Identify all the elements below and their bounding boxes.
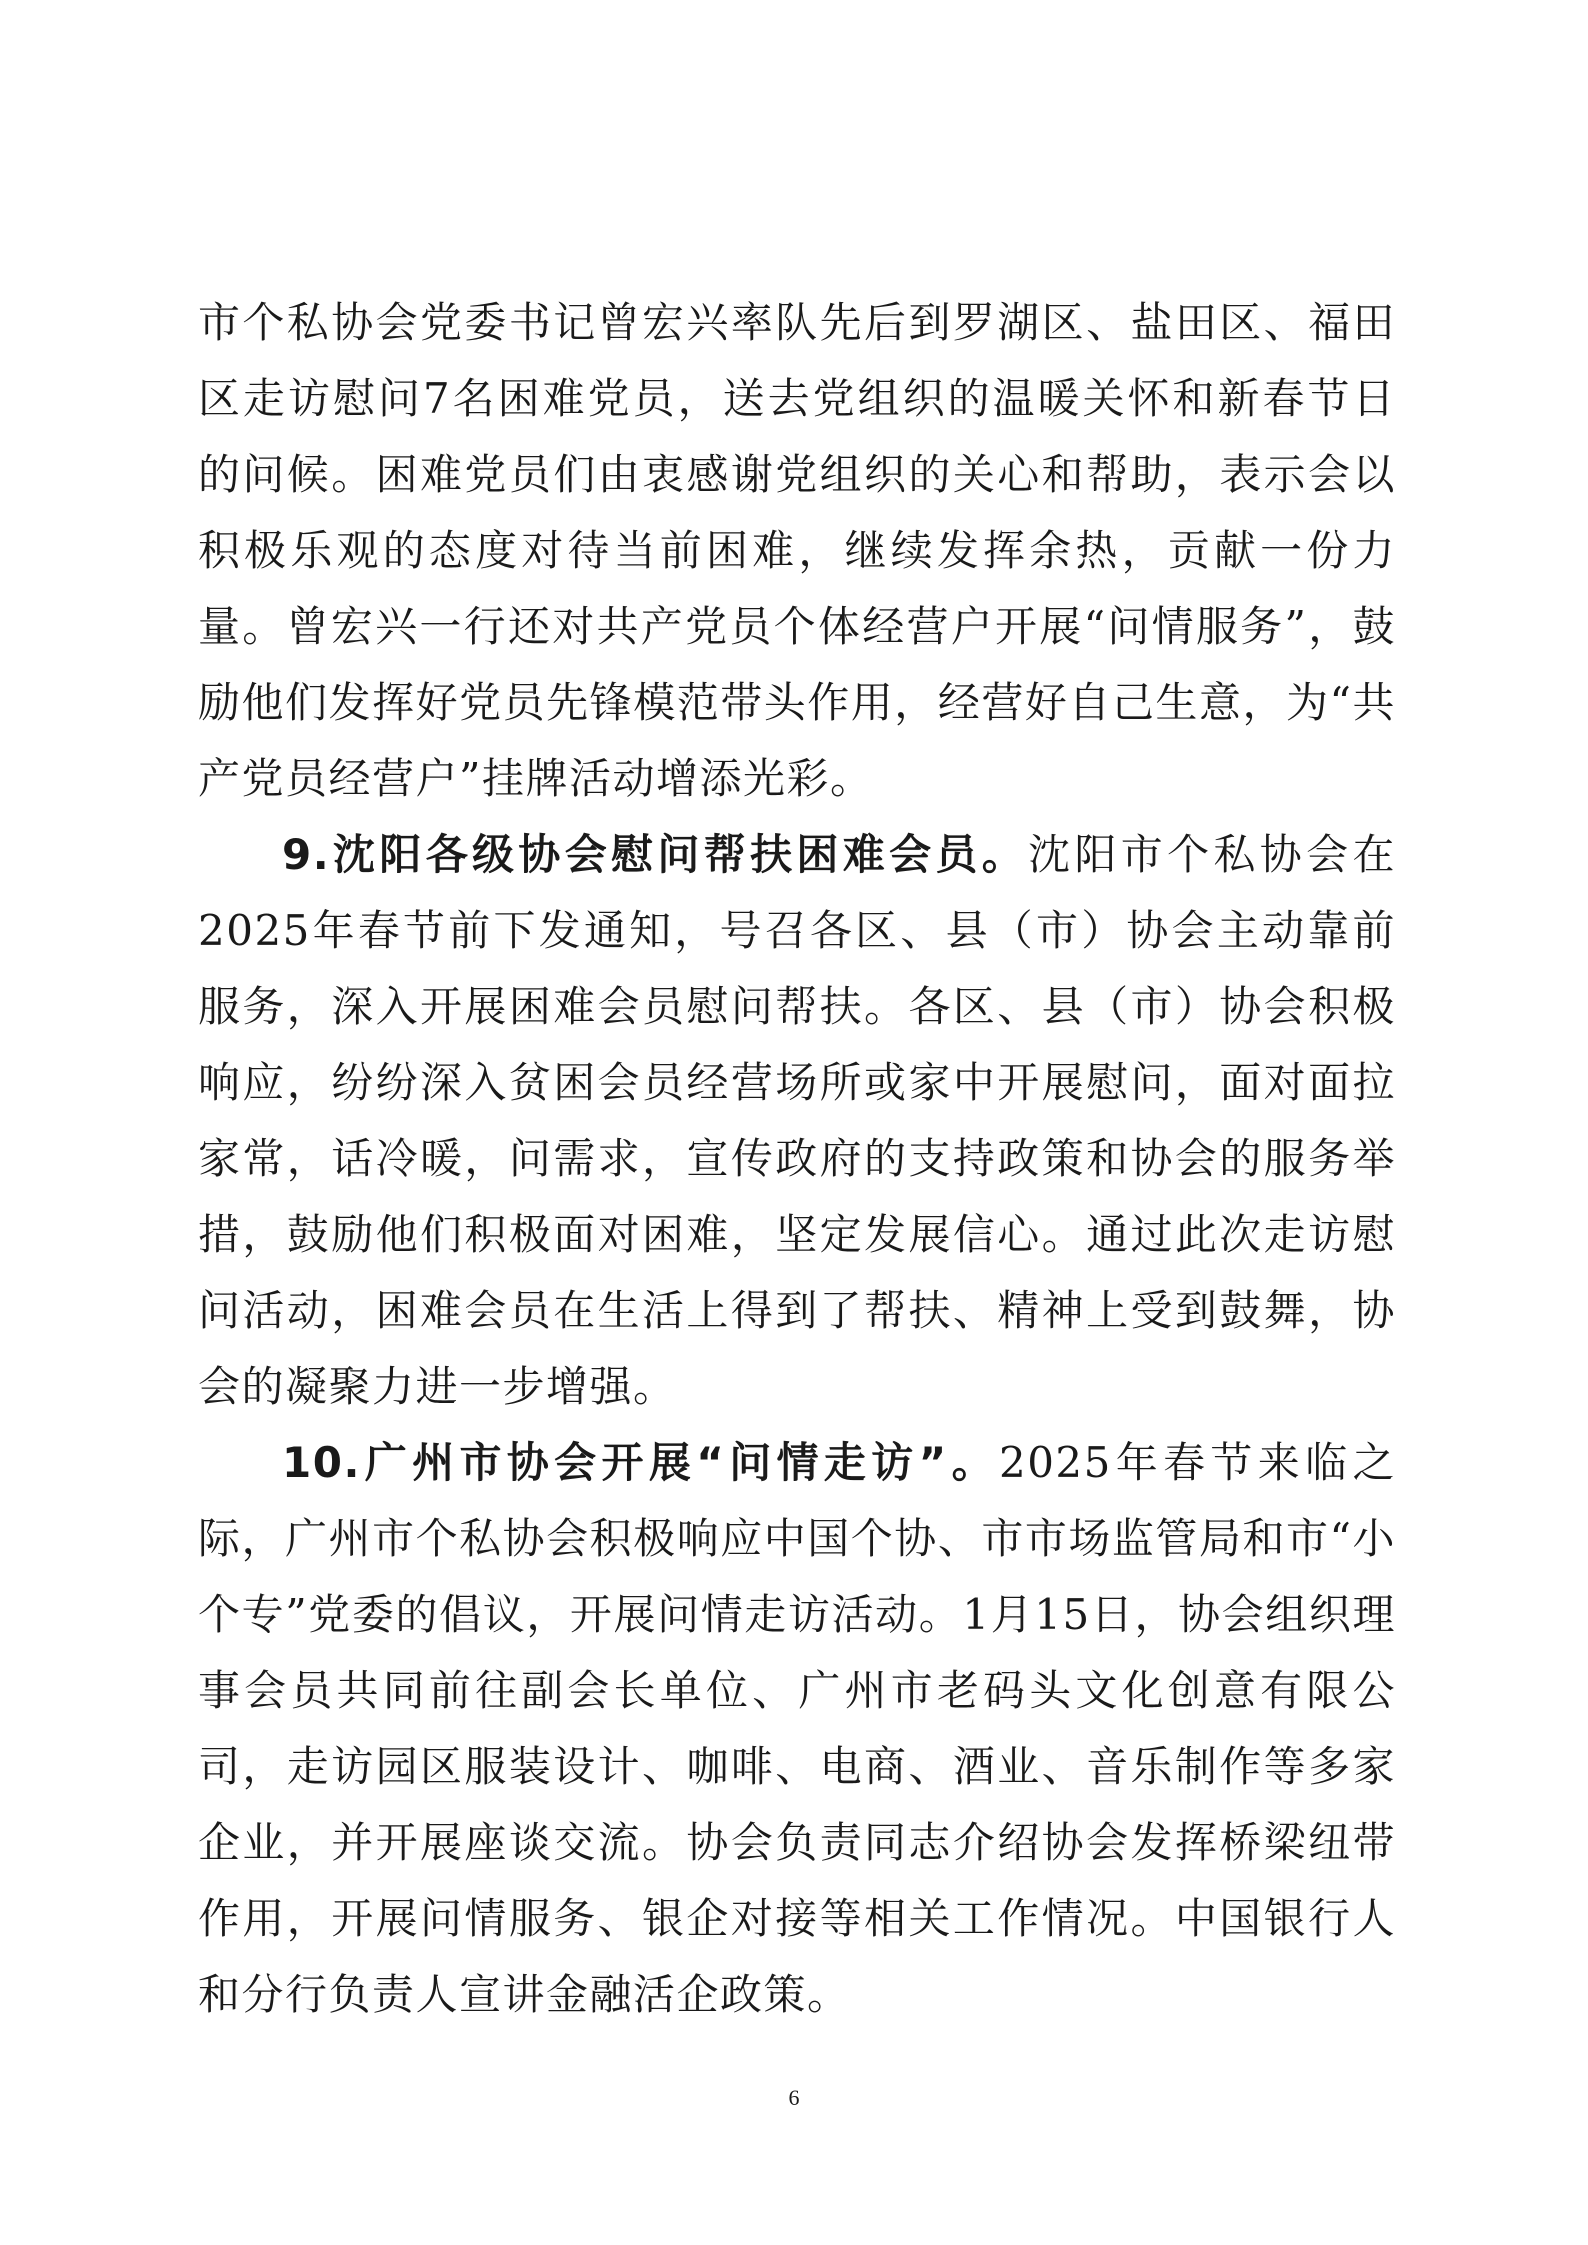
paragraph-text: 市个私协会党委书记曾宏兴率队先后到罗湖区、盐田区、福田区走访慰问7名困难党员，送去党组织的温暖关怀和新春节日的问候。困难党员们由衷感谢党组织的关心和帮助，表示会以积极乐观的态度对待当前困难，继续发挥余热，贡献一份力量。曾宏兴一行还对共产党员个体经营户开展“问情服务”，鼓励他们发挥好党员先锋模范带头作用，经营好自己生意，为“共产党员经营户”挂牌活动增添光彩。 (198, 298, 1396, 803)
paragraph-heading: 9.沈阳各级协会慰问帮扶困难会员。 (282, 830, 1029, 879)
paragraph-continuation (198, 285, 1396, 817)
paragraph-guangzhou (198, 1425, 1396, 2033)
paragraph-text: 2025年春节来临之际，广州市个私协会积极响应中国个协、市市场监管局和市“小个专”党委的倡议，开展问情走访活动。1月15日，协会组织理事会员共同前往副会长单位、广州市老码头文化创意有限公司，走访园区服装设计、咖啡、电商、酒业、音乐制作等多家企业，并开展座谈交流。协会负责同志介绍协会发挥桥梁纽带作用，开展问情服务、银企对接等相关工作情况。中国银行人和分行负责人宣讲金融活企政策。 (198, 1438, 1396, 2019)
page-number: 6 (788, 2085, 800, 2110)
paragraph-text: 沈阳市个私协会在2025年春节前下发通知，号召各区、县（市）协会主动靠前服务，深入开展困难会员慰问帮扶。各区、县（市）协会积极响应，纷纷深入贫困会员经营场所或家中开展慰问，面对面拉家常，话冷暖，问需求，宣传政府的支持政策和协会的服务举措，鼓励他们积极面对困难，坚定发展信心。通过此次走访慰问活动，困难会员在生活上得到了帮扶、精神上受到鼓舞，协会的凝聚力进一步增强。 (198, 830, 1396, 1411)
paragraph-shenyang (198, 817, 1396, 1425)
document-body (198, 285, 1396, 2033)
paragraph-heading: 10.广州市协会开展“问情走访”。 (282, 1438, 999, 1487)
